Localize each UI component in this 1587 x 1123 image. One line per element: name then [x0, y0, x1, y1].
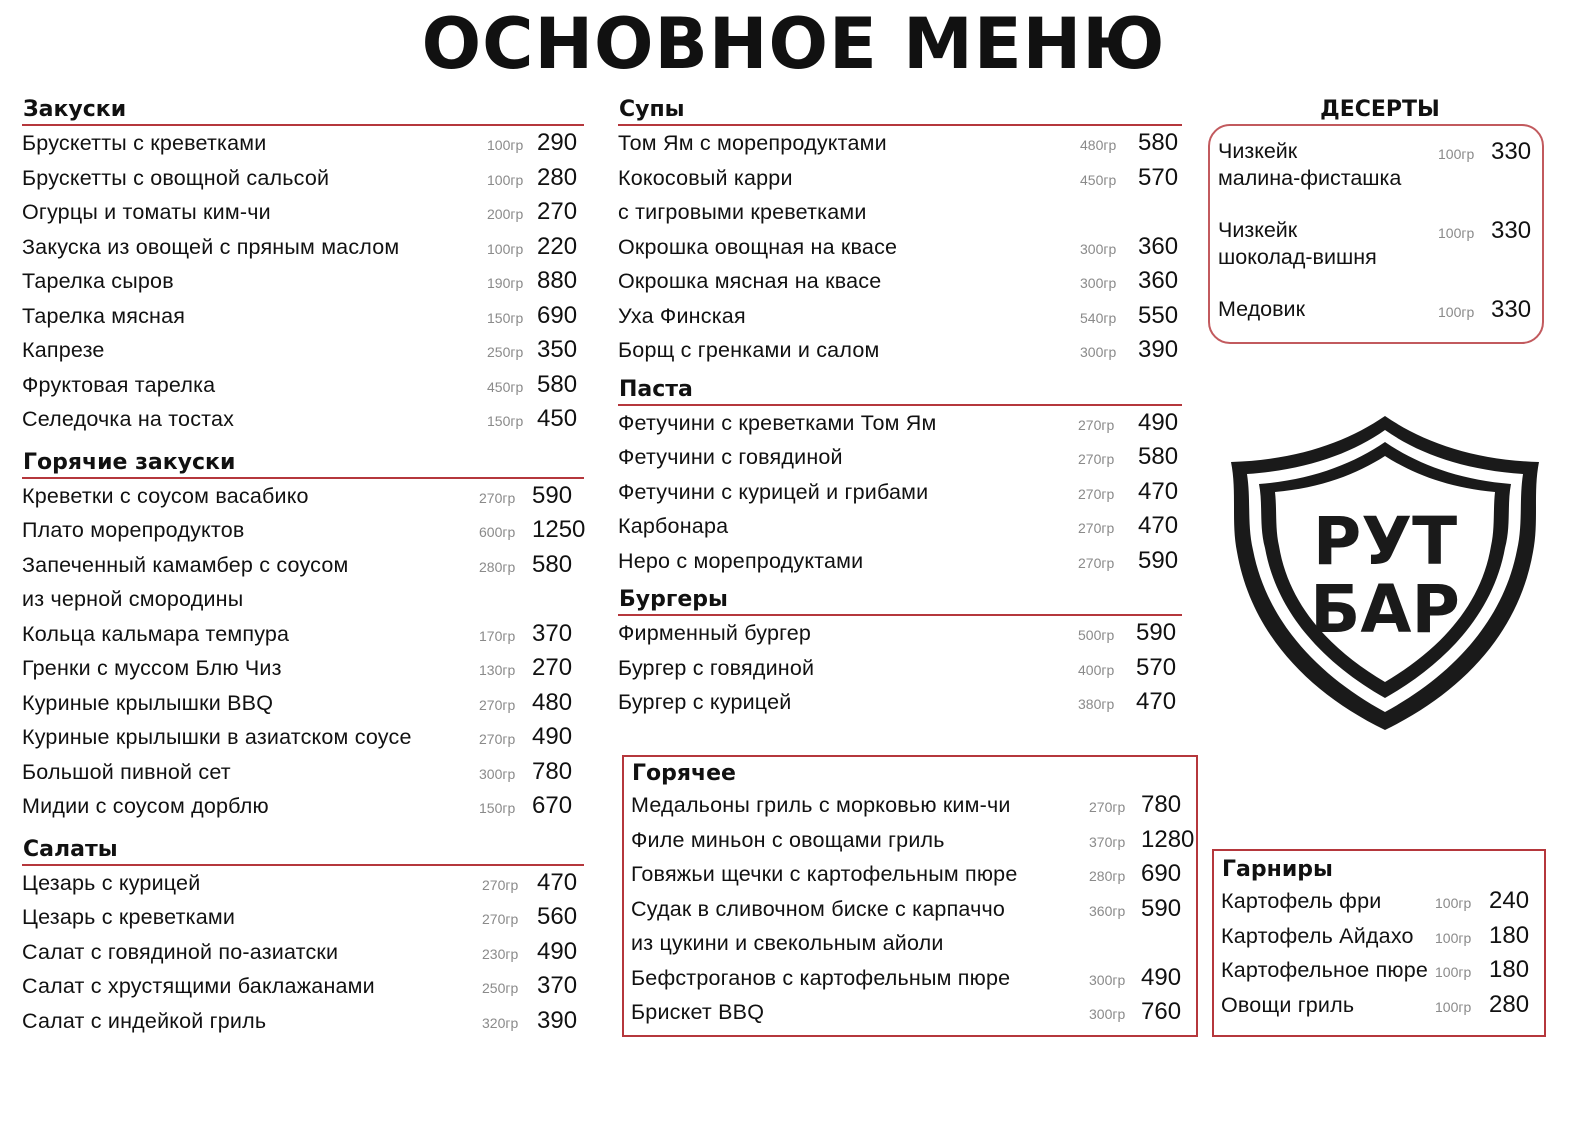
item-name: Филе миньон с овощами гриль [631, 827, 945, 852]
item-price: 690 [1141, 860, 1182, 887]
item-weight: 100гр [1438, 304, 1475, 320]
item-name: Фетучини с говядиной [618, 445, 843, 469]
item-weight: 100гр [1435, 964, 1472, 980]
item-weight: 100гр [1435, 929, 1472, 946]
item-weight: 170гр [479, 627, 516, 644]
item-price: 450 [537, 405, 578, 432]
item-name: Бургер с курицей [618, 690, 792, 714]
item-price: 330 [1491, 217, 1532, 244]
rut-bar-logo [1227, 412, 1543, 734]
item-weight: 190гр [487, 275, 524, 291]
item-name: Селедочка на тостах [22, 407, 235, 431]
item-name: Куриные крылышки в азиатском соусе [22, 725, 412, 749]
item-weight: 600гр [479, 524, 516, 540]
item-weight: 280гр [1089, 868, 1126, 884]
desserts-box [1208, 124, 1544, 344]
item-name: Плато морепродуктов [22, 518, 245, 542]
section-hot-box [622, 755, 1198, 1037]
item-name: Чизкейк [1218, 218, 1298, 242]
item-price: 270 [532, 654, 573, 681]
menu-item [22, 402, 584, 437]
item-name: Большой пивной сет [22, 759, 231, 784]
menu-item [22, 195, 584, 230]
item-price: 780 [532, 757, 573, 785]
item-price: 780 [1141, 791, 1182, 818]
menu-item [618, 475, 1182, 510]
menu-item [631, 961, 1191, 996]
item-price: 560 [537, 903, 578, 930]
item-weight: 150гр [487, 413, 524, 429]
item-name: Тарелка сыров [22, 269, 174, 293]
item-weight: 270гр [1078, 451, 1115, 467]
menu-item [22, 479, 584, 514]
menu-item [22, 264, 584, 299]
dessert-item [1218, 138, 1538, 192]
item-price: 330 [1491, 138, 1532, 165]
item-name: Брускетты с креветками [22, 131, 267, 155]
item-name: Картофель Айдахо [1221, 923, 1414, 948]
item-price: 580 [537, 370, 578, 398]
item-price: 570 [1138, 163, 1179, 191]
item-name: Салат с хрустящими баклажанами [22, 974, 375, 998]
item-name: Овощи гриль [1221, 992, 1355, 1017]
menu-item [22, 969, 584, 1004]
menu-item [22, 617, 584, 652]
section-sides-box [1212, 849, 1546, 1037]
item-weight: 450гр [1080, 171, 1117, 188]
item-name: Брискет BBQ [631, 1000, 765, 1024]
item-weight: 100гр [1438, 146, 1475, 162]
item-name: Судак в сливочном биске с карпаччо [631, 896, 1006, 921]
menu-item [22, 935, 584, 970]
menu-item [618, 616, 1182, 651]
item-weight: 100гр [487, 240, 524, 257]
item-price: 490 [532, 723, 573, 750]
section-title: Бургеры [618, 586, 1182, 616]
menu-item [618, 544, 1182, 579]
item-price: 370 [537, 972, 578, 999]
item-weight: 300гр [1089, 971, 1126, 988]
item-price: 470 [1136, 688, 1177, 715]
section-title: Гарниры [1222, 857, 1333, 882]
item-price: 580 [532, 550, 573, 578]
item-weight: 270гр [479, 696, 516, 713]
item-weight: 300гр [1080, 344, 1117, 360]
item-price: 590 [1136, 619, 1177, 646]
item-price: 590 [1141, 894, 1182, 922]
section-title: Салаты [22, 836, 584, 866]
item-name: Картофельное пюре [1221, 958, 1429, 982]
item-name: Кольца кальмара темпура [22, 621, 290, 646]
menu-item [618, 651, 1182, 686]
item-weight: 300гр [1080, 275, 1117, 291]
item-weight: 100гр [487, 171, 524, 188]
item-price: 1250 [532, 516, 586, 543]
item-weight: 270гр [1089, 799, 1126, 815]
section-sides [1221, 856, 1543, 1022]
item-price: 180 [1489, 956, 1530, 983]
item-weight: 100гр [1435, 895, 1472, 911]
item-name: Мидии с соусом дорблю [22, 794, 269, 818]
column-left [22, 96, 584, 1038]
item-name: Огурцы и томаты ким-чи [22, 200, 271, 224]
menu-item [631, 823, 1195, 858]
item-weight: 100гр [1438, 225, 1475, 241]
item-name: Том Ям с морепродуктами [618, 131, 887, 155]
menu-item [618, 406, 1182, 441]
menu-item [22, 1004, 584, 1039]
item-name-line-2: из цукини и свекольным айоли [631, 930, 944, 955]
section-title: Горячее [632, 761, 736, 786]
item-weight: 250гр [487, 344, 524, 360]
item-name-line-2: с тигровыми креветками [618, 199, 867, 224]
item-name: Брускетты с овощной сальсой [22, 165, 330, 190]
item-weight: 400гр [1078, 661, 1115, 678]
item-weight: 270гр [479, 489, 516, 506]
section-zakuski [22, 96, 584, 437]
item-name: Окрошка овощная на квасе [618, 234, 898, 259]
item-name: Фетучини с курицей и грибами [618, 479, 929, 504]
item-price: 370 [532, 619, 573, 647]
item-name-line-2: шоколад-вишня [1218, 245, 1377, 269]
item-name: Креветки с соусом васабико [22, 483, 309, 508]
item-price: 590 [532, 481, 573, 509]
item-price: 360 [1138, 267, 1179, 294]
item-name: Цезарь с курицей [22, 870, 201, 895]
menu-item [22, 866, 584, 901]
menu-item [631, 892, 1191, 961]
section-burgers [618, 586, 1182, 720]
menu-item [22, 686, 584, 721]
item-price: 490 [1138, 408, 1179, 436]
item-name: Чизкейк [1218, 139, 1298, 163]
item-weight: 480гр [1080, 137, 1117, 153]
menu-item [22, 333, 584, 368]
item-price: 470 [1138, 512, 1179, 539]
item-weight: 500гр [1078, 627, 1115, 643]
menu-item [1221, 953, 1543, 988]
menu-item [22, 789, 584, 824]
item-name: Медальоны гриль с морковью ким-чи [631, 793, 1011, 817]
item-weight: 270гр [482, 876, 519, 893]
item-price: 570 [1136, 653, 1177, 681]
item-price: 390 [1138, 336, 1179, 363]
menu-item [1221, 988, 1543, 1023]
item-weight: 100гр [1435, 998, 1472, 1015]
item-name: Уха Финская [618, 303, 746, 328]
menu-item [22, 720, 584, 755]
item-weight: 100гр [487, 137, 524, 153]
item-name: Кокосовый карри [618, 165, 793, 190]
item-price: 470 [1138, 477, 1179, 505]
section-pasta [618, 376, 1182, 579]
item-price: 360 [1138, 232, 1179, 260]
item-weight: 540гр [1080, 309, 1117, 326]
dessert-item [1218, 217, 1538, 271]
item-weight: 250гр [482, 980, 519, 996]
item-price: 390 [537, 1006, 578, 1034]
item-name: Картофель фри [1221, 889, 1382, 913]
item-name: Запеченный камамбер с соусом [22, 552, 349, 577]
section-soups [618, 96, 1182, 368]
menu-item [22, 368, 584, 403]
item-name: Капрезе [22, 338, 105, 362]
item-weight: 300гр [479, 765, 516, 782]
item-price: 490 [1141, 963, 1182, 991]
item-name: Борщ с гренками и салом [618, 338, 880, 362]
item-weight: 270гр [1078, 416, 1115, 433]
item-price: 690 [537, 301, 578, 329]
item-price: 590 [1138, 546, 1179, 574]
item-name-line-2: малина-фисташка [1218, 166, 1402, 190]
item-price: 470 [537, 868, 578, 896]
menu-item [618, 230, 1182, 265]
item-price: 880 [537, 267, 578, 294]
menu-item [618, 299, 1182, 334]
item-weight: 450гр [487, 378, 524, 395]
item-weight: 320гр [482, 1014, 519, 1031]
section-title: Закуски [22, 96, 584, 126]
item-price: 480 [532, 688, 573, 716]
item-name: Салат с говядиной по-азиатски [22, 939, 339, 964]
item-price: 670 [532, 792, 573, 819]
item-price: 350 [537, 336, 578, 363]
item-name: Фруктовая тарелка [22, 372, 216, 397]
item-price: 490 [537, 937, 578, 965]
item-price: 330 [1491, 296, 1532, 323]
menu-item [618, 161, 1182, 230]
item-name: Фирменный бургер [618, 621, 812, 645]
item-weight: 270гр [482, 911, 519, 927]
item-weight: 270гр [1078, 485, 1115, 502]
item-name: Говяжьи щечки с картофельным пюре [631, 862, 1018, 886]
menu-item [22, 651, 584, 686]
menu-item [22, 126, 584, 161]
menu-item [618, 333, 1182, 368]
item-weight: 300гр [1089, 1006, 1126, 1022]
item-name: Карбонара [618, 514, 729, 538]
item-price: 180 [1489, 921, 1530, 949]
menu-item [22, 548, 584, 617]
section-title: Горячие закуски [22, 449, 584, 479]
section-salads [22, 836, 584, 1039]
menu-item [618, 440, 1182, 475]
item-weight: 150гр [479, 800, 516, 816]
item-price: 580 [1138, 129, 1179, 156]
item-name: Куриные крылышки BBQ [22, 690, 274, 715]
section-title: Паста [618, 376, 1182, 406]
item-name: Окрошка мясная на квасе [618, 269, 882, 293]
item-name: Цезарь с креветками [22, 905, 236, 929]
item-weight: 230гр [482, 945, 519, 962]
dessert-item [1218, 296, 1538, 323]
item-weight: 300гр [1080, 240, 1117, 257]
item-price: 280 [1489, 990, 1530, 1018]
item-name-line-2: из черной смородины [22, 586, 244, 611]
page-title: ОСНОВНОЕ МЕНЮ [421, 3, 1166, 85]
column-middle [618, 96, 1182, 720]
menu-item [22, 230, 584, 265]
item-price: 280 [537, 163, 578, 191]
item-name: Бургер с говядиной [618, 655, 815, 680]
menu-item [22, 900, 584, 935]
menu-item [22, 161, 584, 196]
item-weight: 270гр [1078, 554, 1115, 571]
item-weight: 270гр [479, 731, 516, 747]
menu-item [631, 788, 1191, 823]
menu-item [618, 509, 1182, 544]
item-price: 580 [1138, 443, 1179, 470]
item-price: 220 [537, 232, 578, 260]
item-weight: 380гр [1078, 696, 1115, 712]
item-weight: 370гр [1089, 833, 1126, 850]
logo-line-1: РУТ [1312, 503, 1458, 580]
menu-item [631, 857, 1191, 892]
section-hot-zakuski [22, 449, 584, 824]
item-weight: 150гр [487, 309, 524, 326]
item-name: Медовик [1218, 297, 1305, 321]
item-name: Фетучини с креветками Том Ям [618, 410, 937, 435]
item-weight: 130гр [479, 662, 516, 678]
item-name: Салат с индейкой гриль [22, 1008, 267, 1033]
item-price: 290 [537, 129, 578, 156]
menu-item [22, 755, 584, 790]
item-name: Гренки с муссом Блю Чиз [22, 656, 282, 680]
menu-item [22, 299, 584, 334]
menu-item [618, 126, 1182, 161]
menu-item [631, 995, 1191, 1030]
menu-item [1221, 884, 1543, 919]
logo-line-2: БАР [1310, 571, 1460, 648]
section-hot [631, 760, 1195, 1030]
item-price: 760 [1141, 998, 1182, 1025]
item-weight: 270гр [1078, 520, 1115, 536]
menu-item [618, 264, 1182, 299]
item-weight: 360гр [1089, 902, 1126, 919]
item-name: Бефстроганов с картофельным пюре [631, 965, 1011, 990]
item-price: 550 [1138, 301, 1179, 329]
menu-item [1221, 919, 1543, 954]
item-name: Неро с морепродуктами [618, 548, 864, 573]
item-price: 270 [537, 198, 578, 225]
item-name: Тарелка мясная [22, 303, 186, 328]
item-price: 240 [1489, 887, 1530, 914]
section-title: Супы [618, 96, 1182, 126]
desserts-title: ДЕСЕРТЫ [1320, 97, 1440, 122]
item-weight: 200гр [487, 206, 524, 222]
menu-item [618, 685, 1182, 720]
menu-item [22, 513, 584, 548]
item-price: 1280 [1141, 825, 1195, 853]
item-name: Закуска из овощей с пряным маслом [22, 234, 400, 259]
item-weight: 280гр [479, 558, 516, 575]
